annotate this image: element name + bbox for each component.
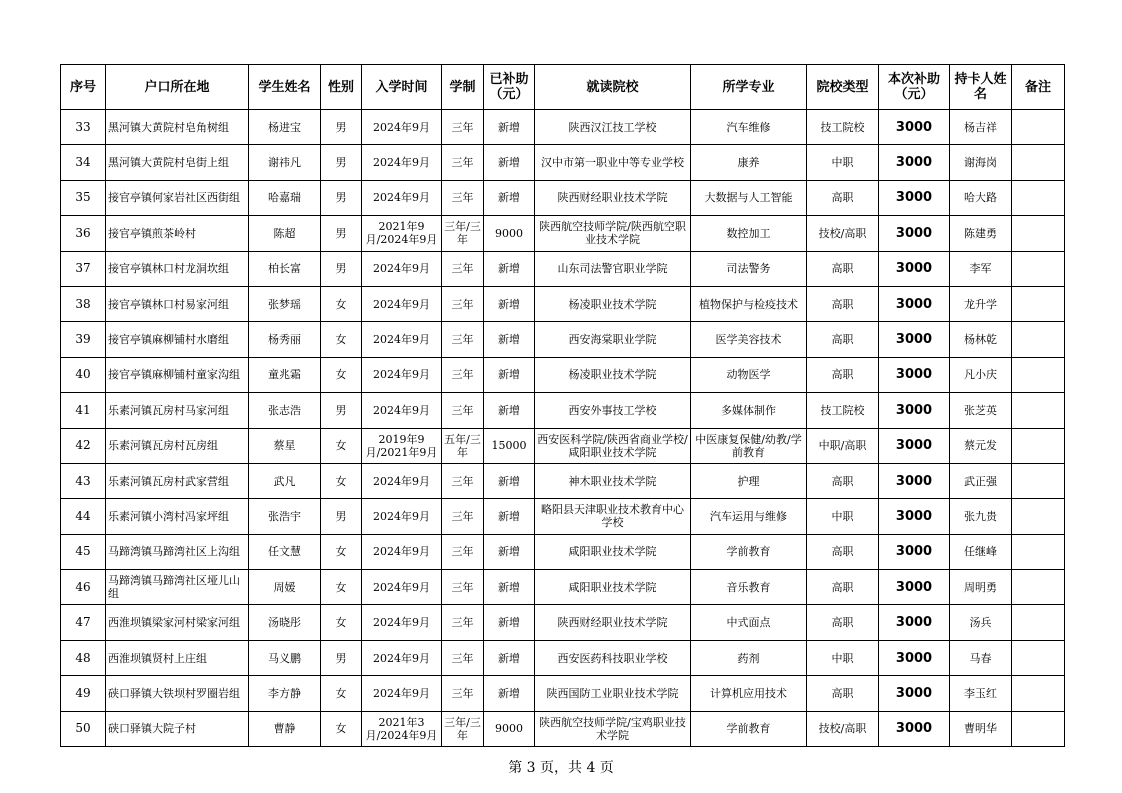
cell-current-subsidy: 3000 xyxy=(879,463,950,498)
table-row xyxy=(61,322,1065,357)
cell-gender: 女 xyxy=(321,676,362,711)
cell-no: 47 xyxy=(61,605,106,640)
cell-enroll-time: 2024年9月 xyxy=(362,534,442,569)
cell-cardholder: 曹明华 xyxy=(950,711,1012,746)
cell-duration: 三年 xyxy=(442,499,484,534)
cell-residence: 西淮坝镇梁家河村梁家河组 xyxy=(106,605,249,640)
cell-school: 略阳县天津职业技术教育中心学校 xyxy=(535,499,691,534)
cell-gender: 女 xyxy=(321,711,362,746)
cell-school-type: 高职 xyxy=(807,605,879,640)
cell-school: 杨凌职业技术学院 xyxy=(535,286,691,321)
cell-school-type: 高职 xyxy=(807,534,879,569)
cell-residence: 乐素河镇瓦房村马家河组 xyxy=(106,393,249,428)
header-current-subsidy: 本次补助（元） xyxy=(879,65,950,110)
cell-student-name: 马义鹏 xyxy=(249,640,321,675)
table-row xyxy=(61,605,1065,640)
table-row xyxy=(61,216,1065,251)
cell-duration: 三年 xyxy=(442,286,484,321)
cell-subsidized: 新增 xyxy=(484,286,535,321)
cell-remarks xyxy=(1012,711,1065,746)
cell-cardholder: 杨吉祥 xyxy=(950,110,1012,145)
cell-major: 数控加工 xyxy=(691,216,807,251)
cell-major: 药剂 xyxy=(691,640,807,675)
cell-duration: 三年/三年 xyxy=(442,711,484,746)
cell-residence: 黑河镇大黄院村皂角树组 xyxy=(106,110,249,145)
cell-cardholder: 周明勇 xyxy=(950,570,1012,605)
cell-school-type: 高职 xyxy=(807,676,879,711)
cell-residence: 马蹄湾镇马蹄湾社区垭儿山组 xyxy=(106,570,249,605)
cell-residence: 乐素河镇瓦房村瓦房组 xyxy=(106,428,249,463)
cell-remarks xyxy=(1012,570,1065,605)
cell-school-type: 技校/高职 xyxy=(807,216,879,251)
cell-subsidized: 15000 xyxy=(484,428,535,463)
table-row xyxy=(61,393,1065,428)
cell-no: 46 xyxy=(61,570,106,605)
header-no: 序号 xyxy=(61,65,106,110)
cell-cardholder: 龙升学 xyxy=(950,286,1012,321)
table-row xyxy=(61,145,1065,180)
table-row xyxy=(61,286,1065,321)
cell-subsidized: 新增 xyxy=(484,180,535,215)
cell-remarks xyxy=(1012,605,1065,640)
cell-school: 陕西财经职业技术学院 xyxy=(535,605,691,640)
cell-subsidized: 新增 xyxy=(484,570,535,605)
cell-no: 50 xyxy=(61,711,106,746)
cell-no: 38 xyxy=(61,286,106,321)
cell-subsidized: 新增 xyxy=(484,145,535,180)
cell-duration: 三年 xyxy=(442,640,484,675)
cell-major: 医学美容技术 xyxy=(691,322,807,357)
cell-remarks xyxy=(1012,428,1065,463)
header-subsidized: 已补助（元） xyxy=(484,65,535,110)
cell-duration: 三年 xyxy=(442,180,484,215)
cell-cardholder: 陈建勇 xyxy=(950,216,1012,251)
cell-enroll-time: 2024年9月 xyxy=(362,463,442,498)
cell-school: 陕西汉江技工学校 xyxy=(535,110,691,145)
cell-remarks xyxy=(1012,393,1065,428)
cell-enroll-time: 2024年9月 xyxy=(362,393,442,428)
cell-subsidized: 新增 xyxy=(484,357,535,392)
cell-school: 山东司法警官职业学院 xyxy=(535,251,691,286)
cell-school-type: 中职 xyxy=(807,499,879,534)
cell-gender: 女 xyxy=(321,534,362,569)
table-row xyxy=(61,570,1065,605)
cell-enroll-time: 2024年9月 xyxy=(362,251,442,286)
table-row xyxy=(61,463,1065,498)
cell-current-subsidy: 3000 xyxy=(879,216,950,251)
cell-school-type: 中职/高职 xyxy=(807,428,879,463)
cell-residence: 马蹄湾镇马蹄湾社区上沟组 xyxy=(106,534,249,569)
cell-residence: 接官亭镇麻柳铺村童家沟组 xyxy=(106,357,249,392)
cell-school-type: 高职 xyxy=(807,322,879,357)
cell-remarks xyxy=(1012,463,1065,498)
table-row xyxy=(61,534,1065,569)
cell-cardholder: 李军 xyxy=(950,251,1012,286)
table-row xyxy=(61,180,1065,215)
cell-current-subsidy: 3000 xyxy=(879,534,950,569)
cell-school-type: 中职 xyxy=(807,145,879,180)
cell-no: 35 xyxy=(61,180,106,215)
cell-gender: 男 xyxy=(321,251,362,286)
cell-cardholder: 谢海岗 xyxy=(950,145,1012,180)
cell-school-type: 高职 xyxy=(807,180,879,215)
cell-enroll-time: 2024年9月 xyxy=(362,286,442,321)
cell-student-name: 杨进宝 xyxy=(249,110,321,145)
cell-school: 杨凌职业技术学院 xyxy=(535,357,691,392)
cell-student-name: 汤晓彤 xyxy=(249,605,321,640)
cell-current-subsidy: 3000 xyxy=(879,286,950,321)
cell-current-subsidy: 3000 xyxy=(879,499,950,534)
cell-no: 33 xyxy=(61,110,106,145)
cell-school-type: 中职 xyxy=(807,640,879,675)
cell-duration: 三年 xyxy=(442,676,484,711)
cell-student-name: 张浩宇 xyxy=(249,499,321,534)
cell-cardholder: 武正强 xyxy=(950,463,1012,498)
header-gender: 性别 xyxy=(321,65,362,110)
header-cardholder: 持卡人姓名 xyxy=(950,65,1012,110)
cell-gender: 女 xyxy=(321,605,362,640)
cell-student-name: 李方静 xyxy=(249,676,321,711)
cell-student-name: 张梦瑶 xyxy=(249,286,321,321)
cell-residence: 乐素河镇小湾村冯家坪组 xyxy=(106,499,249,534)
cell-remarks xyxy=(1012,216,1065,251)
cell-no: 44 xyxy=(61,499,106,534)
cell-student-name: 哈嘉瑞 xyxy=(249,180,321,215)
cell-school: 西安外事技工学校 xyxy=(535,393,691,428)
cell-student-name: 童兆霜 xyxy=(249,357,321,392)
cell-major: 护理 xyxy=(691,463,807,498)
cell-current-subsidy: 3000 xyxy=(879,251,950,286)
cell-residence: 黑河镇大黄院村皂街上组 xyxy=(106,145,249,180)
cell-major: 学前教育 xyxy=(691,534,807,569)
cell-gender: 男 xyxy=(321,393,362,428)
cell-student-name: 柏长富 xyxy=(249,251,321,286)
cell-gender: 女 xyxy=(321,357,362,392)
header-residence: 户口所在地 xyxy=(106,65,249,110)
table-row xyxy=(61,640,1065,675)
table-row xyxy=(61,499,1065,534)
cell-residence: 接官亭镇煎茶岭村 xyxy=(106,216,249,251)
cell-gender: 男 xyxy=(321,640,362,675)
cell-cardholder: 张九贵 xyxy=(950,499,1012,534)
cell-cardholder: 汤兵 xyxy=(950,605,1012,640)
cell-current-subsidy: 3000 xyxy=(879,711,950,746)
cell-residence: 乐素河镇瓦房村武家营组 xyxy=(106,463,249,498)
cell-school-type: 高职 xyxy=(807,251,879,286)
cell-cardholder: 杨林乾 xyxy=(950,322,1012,357)
cell-school-type: 技校/高职 xyxy=(807,711,879,746)
cell-enroll-time: 2024年9月 xyxy=(362,676,442,711)
cell-current-subsidy: 3000 xyxy=(879,357,950,392)
cell-gender: 男 xyxy=(321,216,362,251)
table-row xyxy=(61,357,1065,392)
cell-school: 咸阳职业技术学院 xyxy=(535,534,691,569)
cell-no: 36 xyxy=(61,216,106,251)
cell-major: 康养 xyxy=(691,145,807,180)
cell-remarks xyxy=(1012,180,1065,215)
cell-student-name: 杨秀丽 xyxy=(249,322,321,357)
cell-school: 汉中市第一职业中等专业学校 xyxy=(535,145,691,180)
cell-no: 40 xyxy=(61,357,106,392)
cell-subsidized: 新增 xyxy=(484,322,535,357)
cell-school-type: 高职 xyxy=(807,570,879,605)
cell-major: 汽车维修 xyxy=(691,110,807,145)
cell-remarks xyxy=(1012,145,1065,180)
cell-duration: 三年 xyxy=(442,605,484,640)
cell-current-subsidy: 3000 xyxy=(879,145,950,180)
cell-remarks xyxy=(1012,499,1065,534)
cell-current-subsidy: 3000 xyxy=(879,322,950,357)
cell-student-name: 陈超 xyxy=(249,216,321,251)
cell-no: 34 xyxy=(61,145,106,180)
cell-remarks xyxy=(1012,676,1065,711)
cell-subsidized: 新增 xyxy=(484,534,535,569)
header-enroll-time: 入学时间 xyxy=(362,65,442,110)
cell-residence: 接官亭镇林口村龙洞坎组 xyxy=(106,251,249,286)
cell-school: 西安医科学院/陕西省商业学校/咸阳职业技术学院 xyxy=(535,428,691,463)
cell-duration: 五年/三年 xyxy=(442,428,484,463)
cell-duration: 三年 xyxy=(442,570,484,605)
cell-major: 司法警务 xyxy=(691,251,807,286)
table-row xyxy=(61,110,1065,145)
cell-gender: 女 xyxy=(321,322,362,357)
cell-no: 48 xyxy=(61,640,106,675)
cell-no: 43 xyxy=(61,463,106,498)
cell-duration: 三年 xyxy=(442,145,484,180)
cell-duration: 三年 xyxy=(442,322,484,357)
cell-current-subsidy: 3000 xyxy=(879,605,950,640)
cell-duration: 三年 xyxy=(442,251,484,286)
cell-enroll-time: 2024年9月 xyxy=(362,605,442,640)
cell-subsidized: 新增 xyxy=(484,251,535,286)
cell-gender: 男 xyxy=(321,180,362,215)
cell-major: 汽车运用与维修 xyxy=(691,499,807,534)
cell-subsidized: 9000 xyxy=(484,216,535,251)
cell-current-subsidy: 3000 xyxy=(879,110,950,145)
cell-subsidized: 新增 xyxy=(484,499,535,534)
cell-duration: 三年 xyxy=(442,463,484,498)
cell-major: 多媒体制作 xyxy=(691,393,807,428)
cell-enroll-time: 2024年9月 xyxy=(362,322,442,357)
cell-enroll-time: 2024年9月 xyxy=(362,110,442,145)
cell-enroll-time: 2024年9月 xyxy=(362,570,442,605)
page-footer: 第 3 页，共 4 页 xyxy=(508,760,614,776)
cell-no: 49 xyxy=(61,676,106,711)
cell-current-subsidy: 3000 xyxy=(879,676,950,711)
cell-subsidized: 新增 xyxy=(484,676,535,711)
cell-gender: 男 xyxy=(321,499,362,534)
cell-school-type: 技工院校 xyxy=(807,110,879,145)
cell-cardholder: 马春 xyxy=(950,640,1012,675)
cell-current-subsidy: 3000 xyxy=(879,180,950,215)
cell-remarks xyxy=(1012,286,1065,321)
cell-gender: 女 xyxy=(321,428,362,463)
cell-gender: 男 xyxy=(321,145,362,180)
cell-major: 学前教育 xyxy=(691,711,807,746)
cell-major: 中医康复保健/幼教/学前教育 xyxy=(691,428,807,463)
cell-student-name: 任文慧 xyxy=(249,534,321,569)
cell-cardholder: 李玉红 xyxy=(950,676,1012,711)
cell-current-subsidy: 3000 xyxy=(879,393,950,428)
cell-residence: 西淮坝镇贤村上庄组 xyxy=(106,640,249,675)
cell-subsidized: 新增 xyxy=(484,393,535,428)
cell-student-name: 蔡星 xyxy=(249,428,321,463)
cell-school: 西安医药科技职业学校 xyxy=(535,640,691,675)
cell-gender: 女 xyxy=(321,286,362,321)
cell-duration: 三年/三年 xyxy=(442,216,484,251)
cell-remarks xyxy=(1012,534,1065,569)
cell-remarks xyxy=(1012,357,1065,392)
cell-subsidized: 9000 xyxy=(484,711,535,746)
cell-no: 42 xyxy=(61,428,106,463)
cell-enroll-time: 2021年9月/2024年9月 xyxy=(362,216,442,251)
cell-cardholder: 张芝英 xyxy=(950,393,1012,428)
cell-cardholder: 任继峰 xyxy=(950,534,1012,569)
cell-school: 陕西航空技师学院/陕西航空职业技术学院 xyxy=(535,216,691,251)
cell-subsidized: 新增 xyxy=(484,110,535,145)
cell-enroll-time: 2019年9月/2021年9月 xyxy=(362,428,442,463)
cell-no: 41 xyxy=(61,393,106,428)
cell-residence: 接官亭镇何家岩社区西街组 xyxy=(106,180,249,215)
cell-remarks xyxy=(1012,322,1065,357)
cell-gender: 女 xyxy=(321,570,362,605)
header-school-type: 院校类型 xyxy=(807,65,879,110)
header-remarks: 备注 xyxy=(1012,65,1065,110)
header-school: 就读院校 xyxy=(535,65,691,110)
cell-current-subsidy: 3000 xyxy=(879,428,950,463)
cell-residence: 硖口驿镇大院子村 xyxy=(106,711,249,746)
cell-student-name: 武凡 xyxy=(249,463,321,498)
cell-residence: 接官亭镇麻柳铺村水磨组 xyxy=(106,322,249,357)
cell-cardholder: 凡小庆 xyxy=(950,357,1012,392)
cell-school: 陕西航空技师学院/宝鸡职业技术学院 xyxy=(535,711,691,746)
cell-major: 植物保护与检疫技术 xyxy=(691,286,807,321)
cell-school: 陕西财经职业技术学院 xyxy=(535,180,691,215)
cell-cardholder: 蔡元发 xyxy=(950,428,1012,463)
cell-residence: 接官亭镇林口村易家河组 xyxy=(106,286,249,321)
cell-current-subsidy: 3000 xyxy=(879,570,950,605)
cell-student-name: 曹静 xyxy=(249,711,321,746)
cell-duration: 三年 xyxy=(442,357,484,392)
cell-school-type: 高职 xyxy=(807,357,879,392)
cell-subsidized: 新增 xyxy=(484,640,535,675)
cell-gender: 男 xyxy=(321,110,362,145)
cell-student-name: 周媛 xyxy=(249,570,321,605)
cell-no: 37 xyxy=(61,251,106,286)
cell-gender: 女 xyxy=(321,463,362,498)
cell-major: 音乐教育 xyxy=(691,570,807,605)
table-row xyxy=(61,428,1065,463)
cell-residence: 硖口驿镇大铁坝村罗圈岩组 xyxy=(106,676,249,711)
cell-school: 咸阳职业技术学院 xyxy=(535,570,691,605)
cell-enroll-time: 2024年9月 xyxy=(362,640,442,675)
cell-enroll-time: 2024年9月 xyxy=(362,357,442,392)
cell-enroll-time: 2024年9月 xyxy=(362,499,442,534)
header-student-name: 学生姓名 xyxy=(249,65,321,110)
cell-cardholder: 哈大路 xyxy=(950,180,1012,215)
header-duration: 学制 xyxy=(442,65,484,110)
cell-school: 陕西国防工业职业技术学院 xyxy=(535,676,691,711)
cell-school-type: 高职 xyxy=(807,286,879,321)
cell-student-name: 张志浩 xyxy=(249,393,321,428)
cell-school-type: 高职 xyxy=(807,463,879,498)
cell-enroll-time: 2024年9月 xyxy=(362,180,442,215)
cell-subsidized: 新增 xyxy=(484,605,535,640)
table-row xyxy=(61,711,1065,746)
cell-no: 39 xyxy=(61,322,106,357)
table-row xyxy=(61,251,1065,286)
cell-remarks xyxy=(1012,251,1065,286)
table-body xyxy=(61,110,1065,747)
cell-school-type: 技工院校 xyxy=(807,393,879,428)
table-row xyxy=(61,676,1065,711)
cell-subsidized: 新增 xyxy=(484,463,535,498)
table-header xyxy=(61,65,1065,110)
cell-remarks xyxy=(1012,640,1065,675)
cell-remarks xyxy=(1012,110,1065,145)
cell-current-subsidy: 3000 xyxy=(879,640,950,675)
header-row xyxy=(61,65,1065,110)
subsidy-table xyxy=(60,64,1065,747)
cell-major: 计算机应用技术 xyxy=(691,676,807,711)
cell-duration: 三年 xyxy=(442,110,484,145)
cell-duration: 三年 xyxy=(442,393,484,428)
cell-enroll-time: 2024年9月 xyxy=(362,145,442,180)
cell-major: 中式面点 xyxy=(691,605,807,640)
cell-school: 神木职业技术学院 xyxy=(535,463,691,498)
cell-duration: 三年 xyxy=(442,534,484,569)
cell-no: 45 xyxy=(61,534,106,569)
cell-school: 西安海棠职业学院 xyxy=(535,322,691,357)
header-major: 所学专业 xyxy=(691,65,807,110)
cell-major: 动物医学 xyxy=(691,357,807,392)
cell-student-name: 谢祎凡 xyxy=(249,145,321,180)
cell-major: 大数据与人工智能 xyxy=(691,180,807,215)
cell-enroll-time: 2021年3月/2024年9月 xyxy=(362,711,442,746)
